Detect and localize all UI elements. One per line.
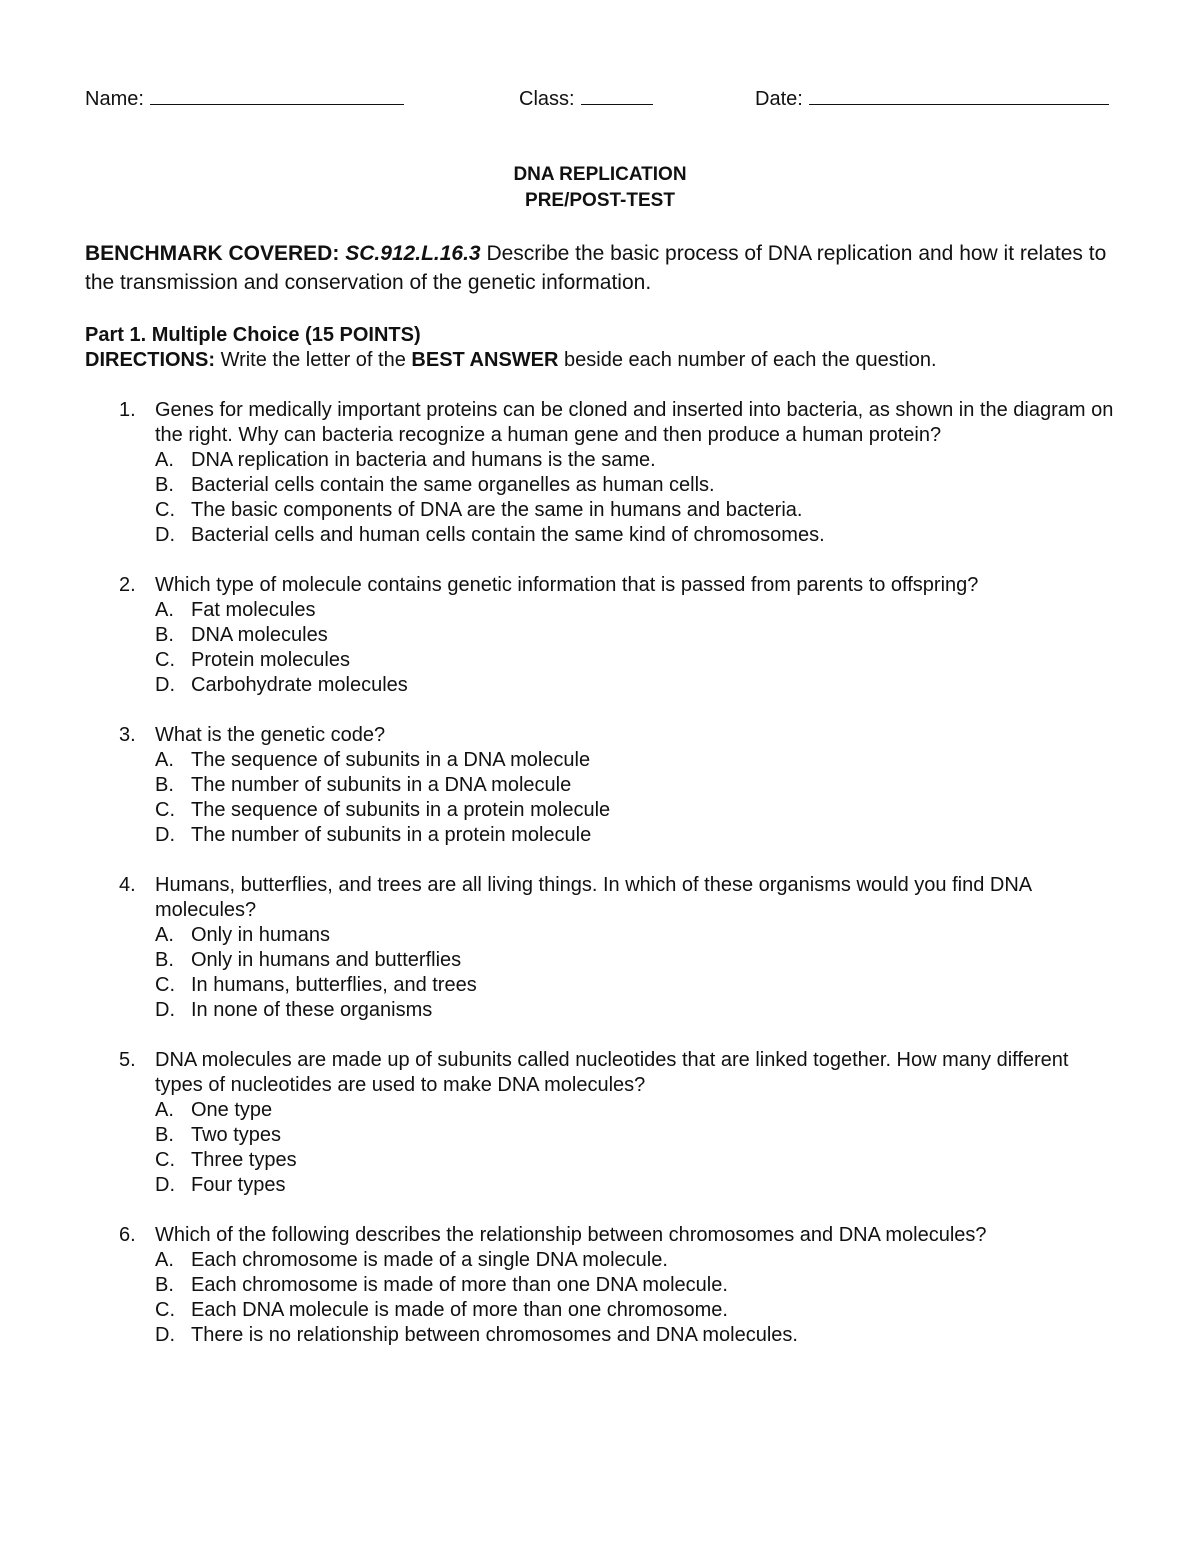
- option-text: Bacterial cells and human cells contain the same kind of chromosomes.: [191, 524, 825, 546]
- option-b: [155, 473, 1115, 498]
- option-letter: C.: [155, 1149, 175, 1171]
- option-letter: D.: [155, 999, 175, 1021]
- option-b: [155, 948, 1115, 973]
- option-letter: C.: [155, 1299, 175, 1321]
- option-b: [155, 1123, 1115, 1148]
- title-line-2: PRE/POST-TEST: [525, 190, 675, 211]
- title-line-1: DNA REPLICATION: [513, 164, 687, 185]
- option-text: Only in humans and butterflies: [191, 949, 462, 971]
- question-number: 6.: [119, 1224, 136, 1246]
- option-c: [155, 1298, 1115, 1323]
- name-blank[interactable]: [150, 84, 404, 105]
- date-blank[interactable]: [809, 84, 1109, 105]
- directions-label: DIRECTIONS:: [85, 349, 215, 371]
- option-c: [155, 498, 1115, 523]
- option-text: The sequence of subunits in a protein molecule: [191, 799, 611, 821]
- question-text: Which of the following describes the relationship between chromosomes and DNA molecules?: [155, 1224, 987, 1246]
- option-letter: B.: [155, 624, 174, 646]
- option-b: [155, 773, 1115, 798]
- option-text: The number of subunits in a DNA molecule: [191, 774, 572, 796]
- date-label: Date:: [755, 88, 803, 110]
- benchmark-label: BENCHMARK COVERED:: [85, 242, 340, 265]
- option-text: DNA replication in bacteria and humans is the same.: [191, 449, 656, 471]
- answer-options: [155, 448, 1115, 548]
- option-text: In humans, butterflies, and trees: [191, 974, 477, 996]
- option-letter: A.: [155, 924, 174, 946]
- option-c: [155, 973, 1115, 998]
- option-letter: D.: [155, 1174, 175, 1196]
- option-letter: C.: [155, 974, 175, 996]
- answer-options: [155, 1098, 1115, 1198]
- option-text: The basic components of DNA are the same in humans and bacteria.: [191, 499, 803, 521]
- option-letter: D.: [155, 1324, 175, 1346]
- benchmark-text: Describe the basic process of DNA replication and how it relates to the transmission and conservation of the genetic information.: [85, 242, 1107, 294]
- benchmark-paragraph: [85, 239, 1115, 297]
- option-text: Bacterial cells contain the same organelles as human cells.: [191, 474, 715, 496]
- option-letter: C.: [155, 649, 175, 671]
- question-list: [85, 398, 1115, 1348]
- option-c: [155, 1148, 1115, 1173]
- question-text: Which type of molecule contains genetic information that is passed from parents to offspring?: [155, 574, 979, 596]
- option-text: The sequence of subunits in a DNA molecule: [191, 749, 591, 771]
- answer-options: [155, 598, 1115, 698]
- option-letter: A.: [155, 599, 174, 621]
- directions-text-post: beside each number of each the question.: [564, 349, 937, 371]
- option-d: [155, 1323, 1115, 1348]
- option-text: Only in humans: [191, 924, 330, 946]
- option-text: The number of subunits in a protein molecule: [191, 824, 592, 846]
- option-d: [155, 998, 1115, 1023]
- answer-options: [155, 748, 1115, 848]
- option-text: Carbohydrate molecules: [191, 674, 408, 696]
- name-label: Name:: [85, 88, 144, 110]
- directions-emphasis: BEST ANSWER: [411, 349, 559, 371]
- option-a: [155, 448, 1115, 473]
- benchmark-code: SC.912.L.16.3: [345, 242, 481, 265]
- option-text: Three types: [191, 1149, 297, 1171]
- option-text: Protein molecules: [191, 649, 350, 671]
- option-letter: B.: [155, 774, 174, 796]
- class-label: Class:: [519, 88, 575, 110]
- question-4: [85, 873, 1115, 1023]
- option-letter: B.: [155, 474, 174, 496]
- part-1-heading: Part 1. Multiple Choice (15 POINTS): [85, 324, 421, 346]
- question-1: [85, 398, 1115, 548]
- class-field: [519, 84, 653, 112]
- option-letter: A.: [155, 1099, 174, 1121]
- option-text: Four types: [191, 1174, 286, 1196]
- option-letter: B.: [155, 949, 174, 971]
- option-d: [155, 823, 1115, 848]
- option-text: Two types: [191, 1124, 282, 1146]
- option-b: [155, 1273, 1115, 1298]
- option-a: [155, 923, 1115, 948]
- option-d: [155, 673, 1115, 698]
- option-letter: A.: [155, 449, 174, 471]
- option-text: Each chromosome is made of a single DNA molecule.: [191, 1249, 668, 1271]
- question-number: 5.: [119, 1049, 136, 1071]
- option-letter: B.: [155, 1124, 174, 1146]
- option-letter: A.: [155, 749, 174, 771]
- question-3: [85, 723, 1115, 848]
- option-a: [155, 598, 1115, 623]
- option-text: One type: [191, 1099, 273, 1121]
- page-title: [85, 162, 1115, 214]
- question-6: [85, 1223, 1115, 1348]
- question-text: Genes for medically important proteins can be cloned and inserted into bacteria, as shown in the diagram on the right. Why can bacteria recognize a human gene and then produce a human protein?: [155, 399, 1114, 446]
- option-text: There is no relationship between chromosomes and DNA molecules.: [191, 1324, 798, 1346]
- option-text: DNA molecules: [191, 624, 328, 646]
- option-text: Each chromosome is made of more than one DNA molecule.: [191, 1274, 728, 1296]
- option-letter: C.: [155, 799, 175, 821]
- question-text: DNA molecules are made up of subunits called nucleotides that are linked together. How many different types of nucleotides are used to make DNA molecules?: [155, 1049, 1069, 1096]
- option-a: [155, 1248, 1115, 1273]
- question-number: 4.: [119, 874, 136, 896]
- option-text: In none of these organisms: [191, 999, 433, 1021]
- option-c: [155, 798, 1115, 823]
- option-a: [155, 1098, 1115, 1123]
- student-info-header: [85, 84, 1115, 112]
- question-text: What is the genetic code?: [155, 724, 386, 746]
- option-letter: D.: [155, 674, 175, 696]
- test-page: [85, 84, 1115, 1373]
- class-blank[interactable]: [581, 84, 653, 105]
- question-text: Humans, butterflies, and trees are all living things. In which of these organisms would you find DNA molecules?: [155, 874, 1031, 921]
- directions-text-pre: Write the letter of the: [220, 349, 406, 371]
- option-letter: C.: [155, 499, 175, 521]
- name-field: [85, 84, 404, 112]
- answer-options: [155, 1248, 1115, 1348]
- answer-options: [155, 923, 1115, 1023]
- option-letter: D.: [155, 824, 175, 846]
- option-letter: D.: [155, 524, 175, 546]
- question-2: [85, 573, 1115, 698]
- option-d: [155, 1173, 1115, 1198]
- date-field: [755, 84, 1109, 112]
- question-number: 1.: [119, 399, 136, 421]
- option-d: [155, 523, 1115, 548]
- option-letter: B.: [155, 1274, 174, 1296]
- option-text: Fat molecules: [191, 599, 316, 621]
- option-a: [155, 748, 1115, 773]
- option-c: [155, 648, 1115, 673]
- directions: [85, 348, 1115, 373]
- option-text: Each DNA molecule is made of more than one chromosome.: [191, 1299, 728, 1321]
- option-b: [155, 623, 1115, 648]
- option-letter: A.: [155, 1249, 174, 1271]
- question-number: 3.: [119, 724, 136, 746]
- question-5: [85, 1048, 1115, 1198]
- question-number: 2.: [119, 574, 136, 596]
